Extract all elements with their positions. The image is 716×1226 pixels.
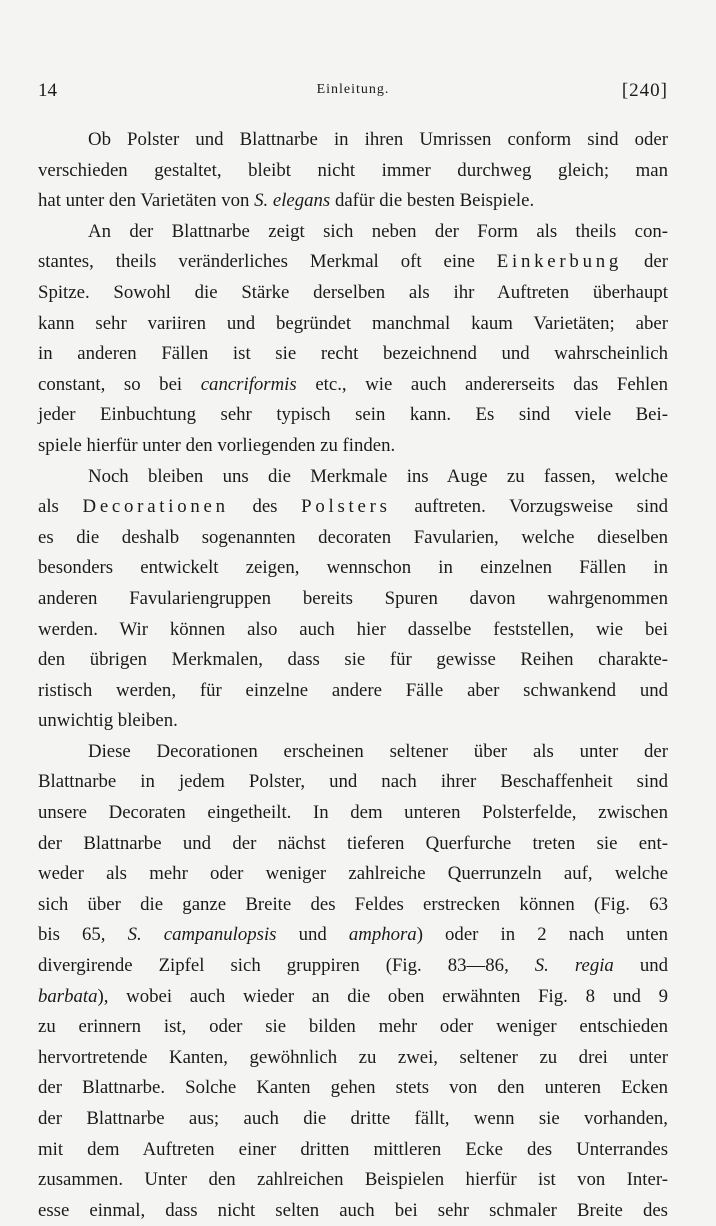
text-segment: Diese Decorationen erscheinen seltener über als unter der	[88, 740, 668, 762]
text-line	[38, 798, 668, 829]
text-segment: und	[613, 955, 668, 977]
text-line	[38, 890, 668, 921]
text-segment: mit dem Auftreten einer dritten mittleren Ecke des Unterrandes	[38, 1138, 668, 1160]
italic-term: S. elegans	[254, 190, 331, 212]
page-header	[38, 80, 668, 106]
text-segment: sich über die ganze Breite des Feldes erstrecken können (Fig. 63	[38, 893, 668, 915]
text-segment: hat unter den Varietäten von	[38, 190, 255, 212]
spaced-term: Einkerbung	[496, 251, 623, 273]
text-segment: Blattnarbe in jedem Polster, und nach ihrer Beschaffenheit sind	[38, 771, 668, 793]
italic-term: cancriformis	[200, 373, 297, 395]
text-segment: in anderen Fällen ist sie recht bezeichnend und wahrscheinlich	[38, 343, 668, 365]
text-segment: etc., wie auch andererseits das Fehlen	[296, 373, 668, 395]
spaced-term: Polsters	[301, 496, 391, 518]
text-line	[38, 1073, 668, 1104]
text-line	[38, 278, 668, 309]
text-segment: spiele hierfür unter den vorliegenden zu finden.	[38, 434, 396, 456]
text-line	[38, 920, 668, 951]
text-line	[38, 462, 668, 493]
text-segment: anderen Favulariengruppen bereits Spuren davon wahrgenommen	[38, 587, 668, 609]
running-title: Einleitung.	[316, 82, 390, 97]
text-segment: ) oder in 2 nach unten	[416, 924, 668, 946]
text-segment: jeder Einbuchtung sehr typisch sein kann. Es sind viele Bei-	[38, 404, 668, 426]
spaced-term: Decorationen	[82, 496, 229, 518]
text-segment: besonders entwickelt zeigen, wennschon in einzelnen Fällen in	[38, 557, 668, 579]
text-segment: stantes, theils veränderliches Merkmal oft eine	[38, 251, 497, 273]
text-segment: zu erinnern ist, oder sie bilden mehr oder weniger entschieden	[38, 1016, 668, 1038]
text-line	[38, 339, 668, 370]
text-segment: den übrigen Merkmalen, dass sie für gewisse Reihen charakte-	[38, 649, 668, 671]
italic-term: S. campanulopsis	[127, 924, 277, 946]
text-line	[38, 492, 668, 523]
text-segment: der Blattnarbe aus; auch die dritte fällt, wenn sie vorhanden,	[38, 1108, 668, 1129]
text-segment: ), wobei auch wieder an die oben erwähnten Fig. 8 und 9	[97, 985, 668, 1007]
text-line	[38, 982, 668, 1013]
text-segment: werden. Wir können also auch hier dasselbe feststellen, wie bei	[38, 618, 668, 640]
text-segment: bis 65,	[38, 924, 128, 946]
text-line	[38, 859, 668, 890]
text-line	[38, 1165, 668, 1196]
text-line	[38, 186, 668, 217]
text-segment: constant, so bei	[38, 373, 201, 395]
text-segment: unsere Decoraten eingetheilt. In dem unteren Polsterfelde, zwischen	[38, 802, 668, 824]
text-segment: und	[276, 924, 349, 946]
text-segment: dafür die besten Beispiele.	[330, 190, 535, 212]
italic-term: S. regia	[534, 955, 614, 977]
text-segment: Ob Polster und Blattnarbe in ihren Umrissen conform sind oder	[88, 129, 668, 150]
text-line	[38, 951, 668, 982]
text-segment: des	[228, 496, 302, 518]
text-line	[38, 553, 668, 584]
text-line	[38, 125, 668, 156]
text-segment: hervortretende Kanten, gewöhnlich zu zwei, seltener zu drei unter	[38, 1046, 668, 1068]
text-segment: esse einmal, dass nicht selten auch bei sehr schmaler Breite des	[38, 1199, 668, 1221]
body-text	[38, 125, 668, 1226]
text-segment: der	[622, 251, 668, 273]
text-segment: es die deshalb sogenannten decoraten Favularien, welche dieselben	[38, 526, 668, 548]
text-segment: der Blattnarbe. Solche Kanten gehen stets von den unteren Ecken	[38, 1077, 668, 1099]
text-line	[38, 247, 668, 278]
text-line	[38, 615, 668, 646]
text-line	[38, 706, 668, 737]
bracket-page-number: [240]	[621, 80, 668, 101]
text-line	[38, 1012, 668, 1043]
text-line	[38, 523, 668, 554]
text-line	[38, 1104, 668, 1135]
text-segment: der Blattnarbe und der nächst tieferen Querfurche treten sie ent-	[38, 832, 668, 854]
text-line	[38, 1196, 668, 1226]
text-line	[38, 400, 668, 431]
text-segment: auftreten. Vorzugsweise sind	[390, 496, 668, 518]
text-segment: An der Blattnarbe zeigt sich neben der Form als theils con-	[88, 220, 668, 242]
text-segment: Noch bleiben uns die Merkmale ins Auge zu fassen, welche	[88, 465, 668, 487]
text-line	[38, 737, 668, 768]
text-line	[38, 370, 668, 401]
text-line	[38, 1043, 668, 1074]
text-line	[38, 1135, 668, 1166]
text-line	[38, 829, 668, 860]
text-segment: Spitze. Sowohl die Stärke derselben als ihr Auftreten überhaupt	[38, 281, 668, 303]
text-segment: ristisch werden, für einzelne andere Fälle aber schwankend und	[38, 679, 668, 701]
text-line	[38, 645, 668, 676]
text-line	[38, 676, 668, 707]
italic-term: barbata	[38, 985, 98, 1007]
italic-term: amphora	[348, 924, 417, 946]
text-line	[38, 431, 668, 462]
text-line	[38, 309, 668, 340]
text-segment: als	[38, 496, 83, 518]
text-segment: unwichtig bleiben.	[38, 710, 178, 732]
text-line	[38, 217, 668, 248]
text-segment: zusammen. Unter den zahlreichen Beispielen hierfür ist von Inter-	[38, 1169, 668, 1191]
text-line	[38, 584, 668, 615]
text-line	[38, 156, 668, 187]
text-segment: weder als mehr oder weniger zahlreiche Querrunzeln auf, welche	[38, 863, 668, 885]
page-number: 14	[38, 80, 57, 101]
text-segment: kann sehr variiren und begründet manchmal kaum Varietäten; aber	[38, 312, 668, 334]
text-segment: verschieden gestaltet, bleibt nicht immer durchweg gleich; man	[38, 159, 668, 181]
text-segment: divergirende Zipfel sich gruppiren (Fig. 83—86,	[38, 955, 535, 977]
text-line	[38, 767, 668, 798]
